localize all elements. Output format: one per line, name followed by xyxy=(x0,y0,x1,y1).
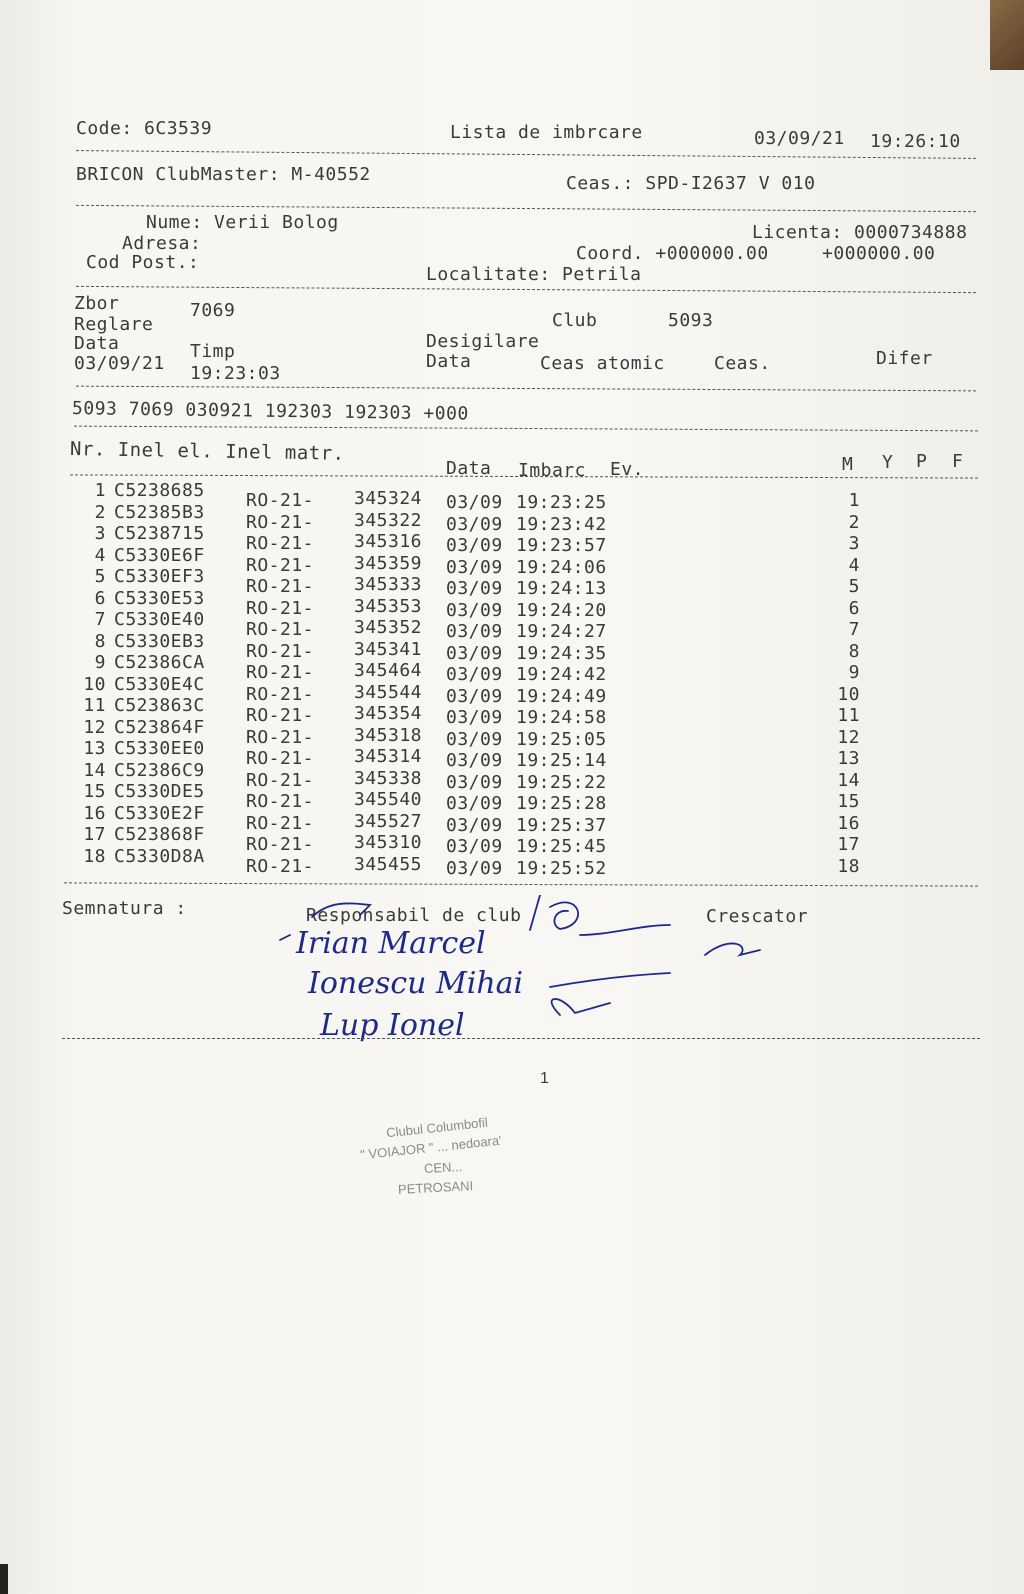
table-cell-pref: RO-21- xyxy=(246,640,315,662)
table-cell-m: 18 xyxy=(837,855,860,877)
table-cell-date: 03/09 xyxy=(446,857,503,879)
table-cell-pref: RO-21- xyxy=(246,511,315,533)
table-cell-date: 03/09 xyxy=(446,642,503,664)
table-cell-matr: 345341 xyxy=(354,638,423,660)
table-cell-pref: RO-21- xyxy=(246,705,315,726)
table-cell-time: 19:25:22 xyxy=(516,771,607,793)
table-cell-m: 6 xyxy=(848,597,860,619)
desigilare-label: Desigilare xyxy=(426,331,540,352)
table-cell-m: 10 xyxy=(837,683,860,705)
table-cell-matr: 345338 xyxy=(354,767,423,789)
coordinates-label: Coord. +000000.00 xyxy=(576,243,769,264)
table-cell-pref: RO-21- xyxy=(246,834,315,855)
table-cell-nr: 9 xyxy=(94,652,106,673)
col-atomic-label: Ceas atomic xyxy=(540,353,665,374)
table-cell-m: 13 xyxy=(837,748,860,769)
zbor-label: Zbor xyxy=(74,293,120,314)
table-cell-m: 7 xyxy=(848,619,860,640)
table-cell-time: 19:24:58 xyxy=(516,707,607,728)
table-cell-el: C5330E53 xyxy=(114,587,205,609)
stamp-line: Clubul Columbofil xyxy=(385,1114,489,1141)
table-cell-matr: 345333 xyxy=(354,574,423,595)
table-cell-pref: RO-21- xyxy=(246,597,315,619)
table-cell-pref: RO-21- xyxy=(246,619,315,640)
table-cell-time: 19:25:28 xyxy=(516,793,607,814)
table-cell-matr: 345322 xyxy=(354,509,423,531)
table-cell-matr: 345464 xyxy=(354,660,423,681)
table-cell-nr: 7 xyxy=(94,609,106,630)
table-cell-m: 8 xyxy=(848,640,860,662)
table-cell-el: C52386CA xyxy=(114,652,205,673)
data-label: Data xyxy=(74,333,120,354)
table-cell-date: 03/09 xyxy=(446,771,503,793)
table-cell-date: 03/09 xyxy=(446,707,503,728)
club-responsible-label: Responsabil de club xyxy=(306,905,522,926)
table-cell-matr: 345527 xyxy=(354,810,423,832)
table-cell-pref: RO-21- xyxy=(246,855,315,877)
table-cell-nr: 1 xyxy=(94,480,106,501)
table-cell-pref: RO-21- xyxy=(246,576,315,597)
table-cell-m: 17 xyxy=(837,834,860,855)
col-m-header: M xyxy=(842,454,854,475)
table-cell-time: 19:24:27 xyxy=(516,621,607,642)
print-time: 19:26:10 xyxy=(870,131,961,152)
coordinates-value: +000000.00 xyxy=(822,243,936,264)
license-number: Licenta: 0000734888 xyxy=(752,222,968,243)
reglare-label: Reglare xyxy=(74,314,154,335)
table-cell-pref: RO-21- xyxy=(246,554,315,576)
table-cell-time: 19:23:42 xyxy=(516,513,607,535)
table-cell-pref: RO-21- xyxy=(246,726,315,748)
table-cell-nr: 15 xyxy=(83,781,106,802)
table-cell-pref: RO-21- xyxy=(246,533,315,554)
postal-code-label: Cod Post.: xyxy=(86,252,200,273)
table-cell-pref: RO-21- xyxy=(246,748,315,769)
table-cell-date: 03/09 xyxy=(446,836,503,857)
table-cell-date: 03/09 xyxy=(446,621,503,642)
table-cell-el: C5330EE0 xyxy=(114,738,205,759)
col-p-header: P xyxy=(916,451,928,472)
table-cell-date: 03/09 xyxy=(446,814,503,836)
col-y-header: Y xyxy=(882,452,894,473)
signature-label: Semnatura : xyxy=(62,898,187,919)
table-cell-el: C5238685 xyxy=(114,480,205,501)
table-cell-pref: RO-21- xyxy=(246,662,315,683)
locality: Localitate: Petrila xyxy=(426,264,642,285)
table-cell-el: C52385B3 xyxy=(114,501,205,523)
table-cell-time: 19:24:13 xyxy=(516,578,607,599)
table-cell-date: 03/09 xyxy=(446,513,503,535)
table-cell-nr: 18 xyxy=(83,845,106,867)
table-cell-date: 03/09 xyxy=(446,535,503,556)
table-cell-pref: RO-21- xyxy=(246,812,315,834)
table-cell-matr: 345318 xyxy=(354,724,423,746)
table-cell-nr: 3 xyxy=(94,523,106,544)
table-cell-m: 16 xyxy=(837,812,860,834)
table-cell-m: 2 xyxy=(848,511,860,533)
table-cell-time: 19:24:49 xyxy=(516,685,607,707)
table-cell-el: C523863C xyxy=(114,695,205,716)
table-cell-matr: 345352 xyxy=(354,617,423,638)
system-label: BRICON ClubMaster: M-40552 xyxy=(76,164,371,185)
table-cell-date: 03/09 xyxy=(446,556,503,578)
table-cell-nr: 4 xyxy=(94,544,106,566)
col-nr-label: Nr. Inel el. Inel matr. xyxy=(69,438,345,465)
col-data-header: Data xyxy=(446,458,492,479)
table-cell-m: 11 xyxy=(837,705,860,726)
table-cell-el: C52386C9 xyxy=(114,759,205,781)
table-cell-time: 19:25:37 xyxy=(516,814,607,836)
page-number: 1 xyxy=(540,1070,549,1087)
code-label: Code: 6C3539 xyxy=(76,118,213,139)
table-cell-time: 19:25:45 xyxy=(516,836,607,857)
table-cell-date: 03/09 xyxy=(446,793,503,814)
page-title: Lista de imbrcare xyxy=(450,122,643,143)
table-cell-matr: 345540 xyxy=(354,789,423,810)
table-cell-time: 19:23:57 xyxy=(516,535,607,556)
table-cell-nr: 11 xyxy=(83,695,106,716)
handwritten-signatures xyxy=(250,895,810,1055)
page-edge xyxy=(0,1564,8,1594)
table-cell-nr: 17 xyxy=(83,824,106,845)
table-cell-date: 03/09 xyxy=(446,750,503,771)
release-date: 03/09/21 xyxy=(74,353,165,374)
stamp-line: PETROSANI xyxy=(397,1178,474,1197)
signature-1: Irian Marcel xyxy=(296,926,486,961)
table-cell-time: 19:24:35 xyxy=(516,642,607,664)
signature-3: Lup Ionel xyxy=(320,1008,465,1043)
table-cell-matr: 345310 xyxy=(354,832,423,853)
table-cell-date: 03/09 xyxy=(446,578,503,599)
table-cell-matr: 345324 xyxy=(354,488,423,509)
divider xyxy=(62,1038,980,1039)
table-cell-el: C523864F xyxy=(114,716,205,738)
signature-2: Ionescu Mihai xyxy=(308,966,524,1001)
table-cell-matr: 345455 xyxy=(354,853,423,875)
col-difer-label: Difer xyxy=(876,348,933,369)
col-imbarc-header: Imbarc xyxy=(518,460,587,481)
stamp-line: " VOIAJOR " ... nedoara' xyxy=(359,1132,503,1163)
table-cell-m: 14 xyxy=(837,769,860,791)
table-cell-matr: 345544 xyxy=(354,681,423,703)
table-cell-m: 5 xyxy=(848,576,860,597)
table-cell-m: 15 xyxy=(837,791,860,812)
table-cell-date: 03/09 xyxy=(446,599,503,621)
col-f-header: F xyxy=(952,451,964,472)
table-cell-nr: 8 xyxy=(94,630,106,652)
club-value: 5093 xyxy=(668,310,714,331)
col-ev-header: Ev. xyxy=(610,459,645,480)
table-cell-time: 19:24:06 xyxy=(516,556,607,578)
table-cell-m: 12 xyxy=(837,726,860,748)
club-label: Club xyxy=(552,310,598,331)
stamp-line: CEN... xyxy=(423,1159,463,1176)
table-cell-el: C5330D8A xyxy=(114,845,205,867)
code-line: 5093 7069 030921 192303 192303 +000 xyxy=(71,398,469,425)
table-cell-m: 3 xyxy=(848,533,860,554)
breeder-label: Crescator xyxy=(706,906,809,927)
table-cell-el: C5238715 xyxy=(114,523,205,544)
table-cell-pref: RO-21- xyxy=(246,791,315,812)
table-cell-el: C5330E6F xyxy=(114,544,205,566)
table-cell-time: 19:23:25 xyxy=(516,492,607,513)
table-cell-nr: 2 xyxy=(94,501,106,523)
table-cell-m: 9 xyxy=(848,662,860,683)
table-cell-pref: RO-21- xyxy=(246,683,315,705)
table-cell-pref: RO-21- xyxy=(246,769,315,791)
table-cell-time: 19:25:52 xyxy=(516,857,607,879)
page-corner xyxy=(990,0,1024,70)
table-cell-matr: 345353 xyxy=(354,595,423,617)
timp-label: Timp xyxy=(190,341,236,362)
table-cell-el: C5330EB3 xyxy=(114,630,205,652)
table-cell-matr: 345359 xyxy=(354,552,423,574)
release-time: 19:23:03 xyxy=(190,363,281,384)
table-cell-time: 19:24:20 xyxy=(516,599,607,621)
print-date: 03/09/21 xyxy=(754,128,845,149)
table-cell-nr: 13 xyxy=(83,738,106,759)
table-cell-nr: 16 xyxy=(83,802,106,824)
table-cell-el: C523868F xyxy=(114,824,205,845)
table-cell-nr: 5 xyxy=(94,566,106,587)
table-cell-matr: 345314 xyxy=(354,746,423,767)
zbor-value: 7069 xyxy=(190,300,236,321)
table-cell-el: C5330E2F xyxy=(114,802,205,824)
owner-name: Nume: Verii Bolog xyxy=(146,212,339,233)
table-cell-date: 03/09 xyxy=(446,492,503,513)
table-cell-el: C5330EF3 xyxy=(114,566,205,587)
col-data-label: Data xyxy=(426,351,472,372)
table-cell-time: 19:25:14 xyxy=(516,750,607,771)
clock-label: Ceas.: SPD-I2637 V 010 xyxy=(566,173,816,194)
table-cell-matr: 345316 xyxy=(354,531,423,552)
table-cell-el: C5330E40 xyxy=(114,609,205,630)
address-label: Adresa: xyxy=(122,233,202,254)
table-cell-m: 1 xyxy=(848,490,860,511)
table-cell-el: C5330DE5 xyxy=(114,781,205,802)
table-cell-nr: 6 xyxy=(94,587,106,609)
table-cell-pref: RO-21- xyxy=(246,490,315,511)
table-cell-time: 19:24:42 xyxy=(516,664,607,685)
table-cell-m: 4 xyxy=(848,554,860,576)
table-cell-el: C5330E4C xyxy=(114,673,205,695)
table-cell-date: 03/09 xyxy=(446,664,503,685)
table-cell-date: 03/09 xyxy=(446,728,503,750)
table-cell-nr: 10 xyxy=(83,673,106,695)
table-cell-time: 19:25:05 xyxy=(516,728,607,750)
col-ceas-label: Ceas. xyxy=(714,353,771,374)
table-cell-date: 03/09 xyxy=(446,685,503,707)
table-cell-nr: 14 xyxy=(83,759,106,781)
table-cell-nr: 12 xyxy=(83,716,106,738)
table-cell-matr: 345354 xyxy=(354,703,423,724)
